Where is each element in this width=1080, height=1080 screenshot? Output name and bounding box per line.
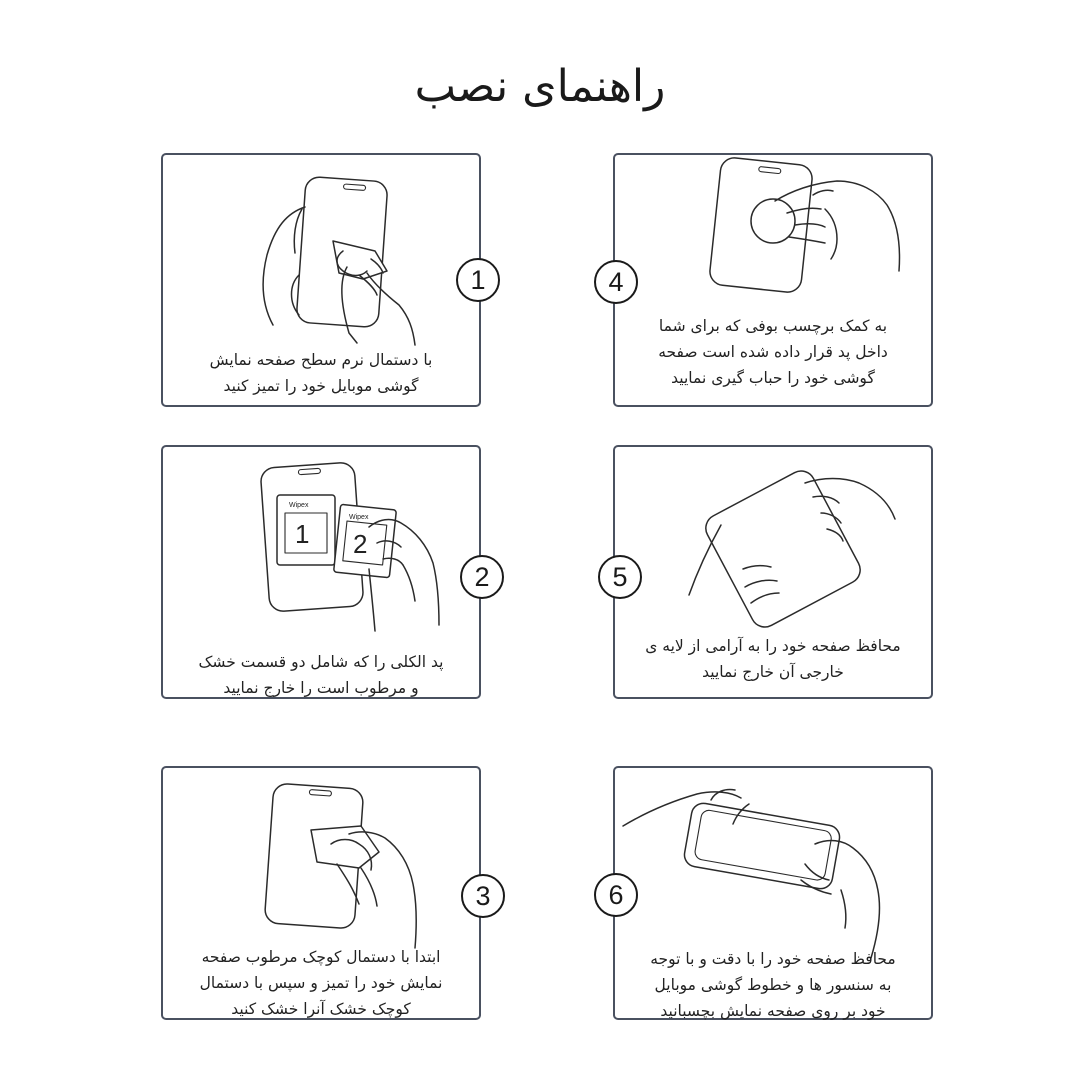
step-5-caption [629,633,917,685]
step-5-caption-line-2: خارجی آن خارج نمایید [702,663,844,681]
pad-2-number: 2 [353,529,368,559]
step-2-caption-line-1: پد الکلی را که شامل دو قسمت خشک [198,653,444,671]
step-4-caption-line-3: گوشی خود را حباب گیری نمایید [671,369,875,387]
pad-1-number: 1 [295,519,310,549]
step-3-caption-line-2: نمایش خود را تمیز و سپس با دستمال [199,974,443,992]
step-1-number-badge: 1 [456,258,500,302]
step-2-caption-line-2: و مرطوب است را خارج نمایید [223,679,419,697]
step-4-caption-line-2: داخل پد قرار داده شده است صفحه [658,343,888,361]
step-6-card [613,766,933,1020]
step-2-card [161,445,481,699]
step-3-card [161,766,481,1020]
step-1-caption [177,347,465,399]
step-6-caption [629,946,917,1024]
page-title: راهنمای نصب [414,61,666,112]
step-5-card [613,445,933,699]
step-6-number-badge: 6 [594,873,638,917]
step-3-caption [177,944,465,1022]
step-1-caption-line-1: با دستمال نرم سطح صفحه نمایش [209,351,433,369]
step-5-number-badge: 5 [598,555,642,599]
step-4-card [613,153,933,407]
step-5-caption-line-1: محافظ صفحه خود را به آرامی از لایه ی [645,637,901,655]
step-2-caption [177,649,465,701]
step-6-caption-line-3: خود بر روی صفحه نمایش بچسبانید [660,1002,886,1020]
step-1-caption-line-2: گوشی موبایل خود را تمیز کنید [223,377,419,395]
step-3-number-badge: 3 [461,874,505,918]
step-1-card [161,153,481,407]
step-6-caption-line-1: محافظ صفحه خود را با دقت و با توجه [650,950,896,968]
step-4-caption [629,313,917,391]
step-2-number-badge: 2 [460,555,504,599]
step-3-caption-line-3: کوچک خشک آنرا خشک کنید [231,1000,411,1018]
step-4-caption-line-1: به کمک برچسب بوفی که برای شما [658,317,888,335]
pad-2-brand: Wipex [349,514,369,521]
pad-1-brand: Wipex [289,502,309,509]
step-6-caption-line-2: به سنسور ها و خطوط گوشی موبایل [654,976,892,994]
step-3-caption-line-1: ابتدا با دستمال کوچک مرطوب صفحه [201,948,441,966]
step-4-number-badge: 4 [594,260,638,304]
